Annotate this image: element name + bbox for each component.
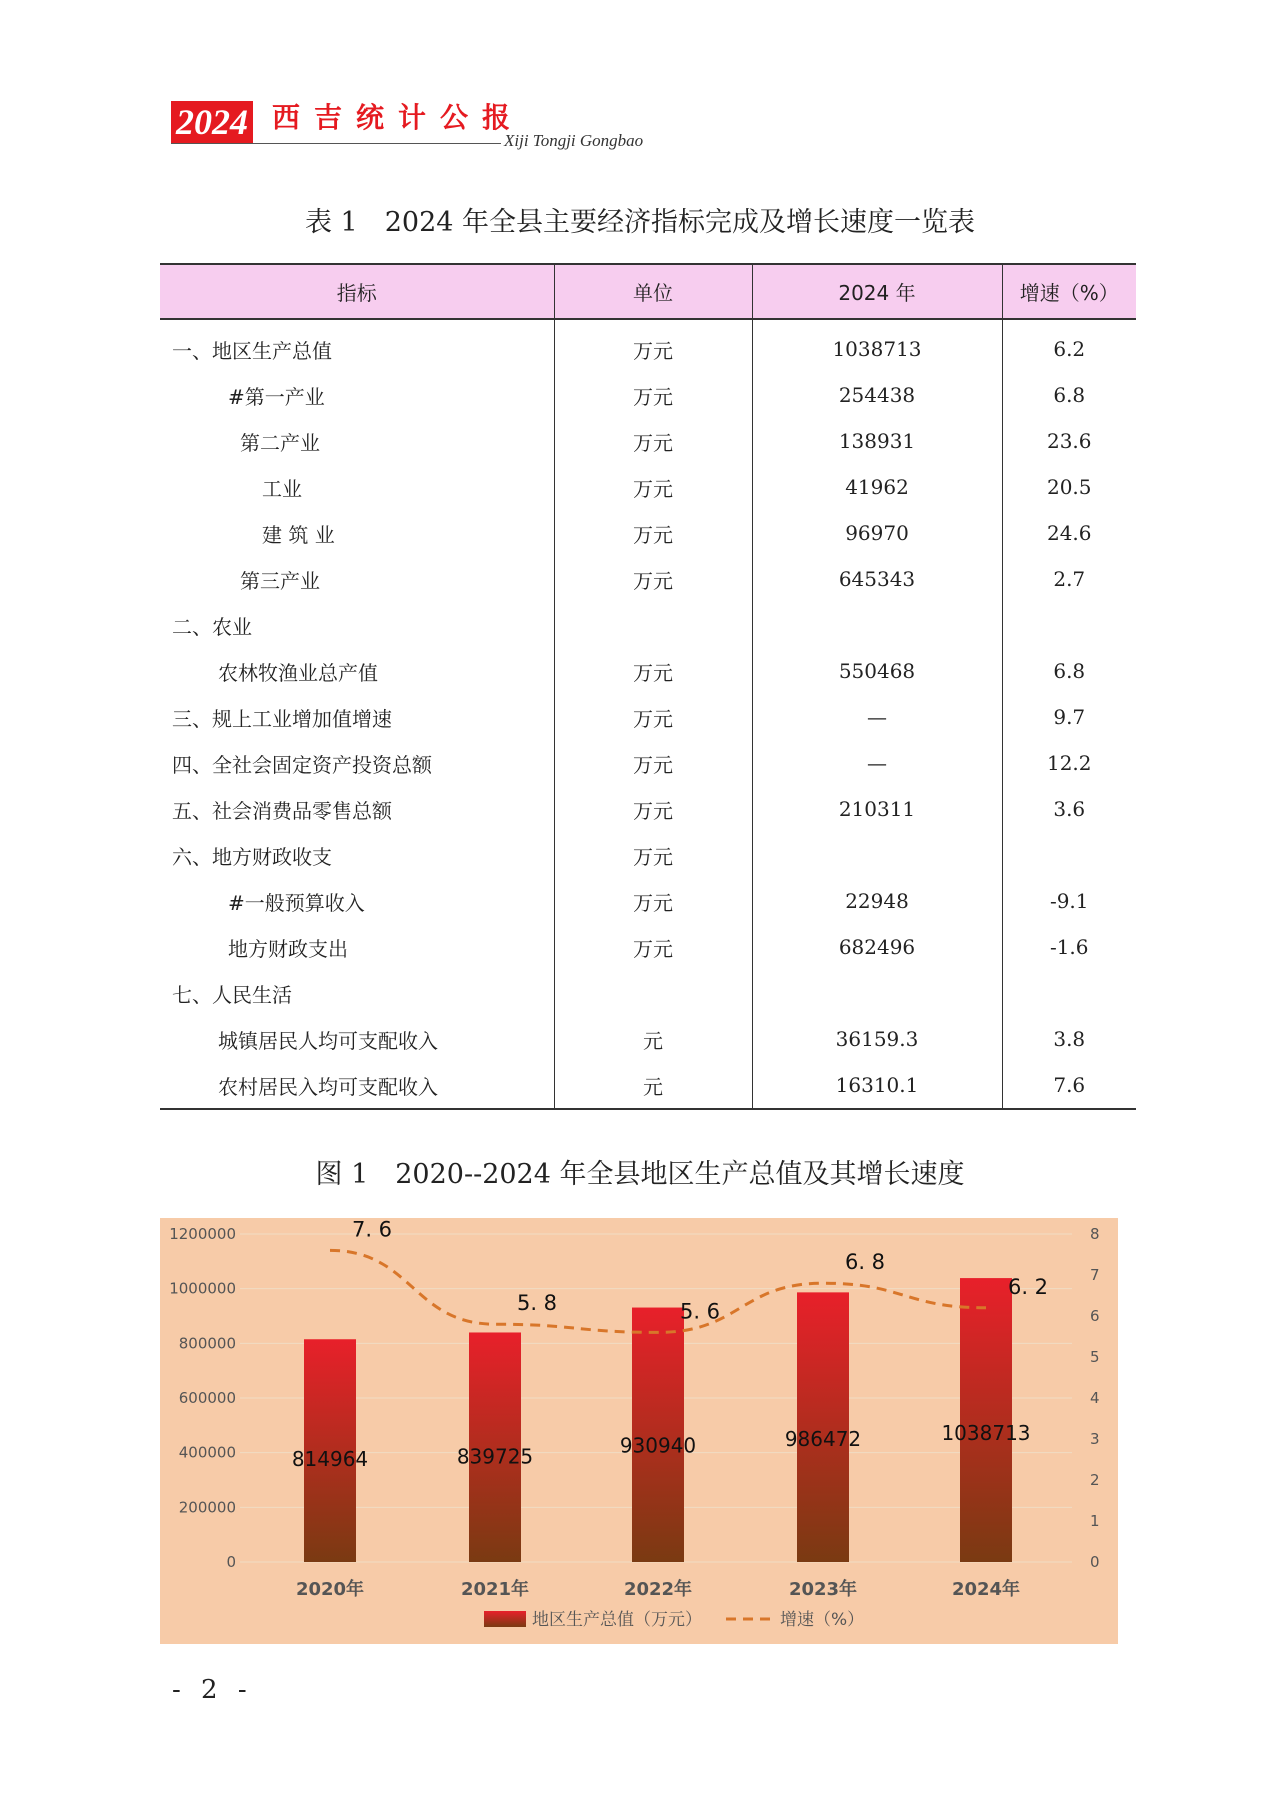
table-row xyxy=(160,832,1136,878)
column-header-unit: 单位 xyxy=(554,264,752,319)
cell-value: 16310.1 xyxy=(752,1062,1002,1109)
table-row xyxy=(160,556,1136,602)
cell-unit: 万元 xyxy=(554,878,752,924)
cell-value: — xyxy=(752,694,1002,740)
x-tick-label: 2023年 xyxy=(788,1579,858,1600)
cell-unit: 万元 xyxy=(554,786,752,832)
table-row xyxy=(160,602,1136,648)
x-tick-label: 2022年 xyxy=(623,1579,693,1600)
y-right-tick-label: 1 xyxy=(1090,1512,1100,1530)
cell-value: 36159.3 xyxy=(752,1016,1002,1062)
cell-unit: 万元 xyxy=(554,372,752,418)
bar-data-label: 986472 xyxy=(784,1427,862,1452)
cell-growth: 24.6 xyxy=(1002,510,1136,556)
cell-growth: 6.2 xyxy=(1002,319,1136,372)
column-header-growth: 增速（%） xyxy=(1002,264,1136,319)
bar-data-label: 1038713 xyxy=(941,1420,1031,1445)
cell-indicator: 第三产业 xyxy=(160,556,554,602)
cell-value xyxy=(752,970,1002,1016)
growth-data-label: 6. 8 xyxy=(844,1250,886,1275)
cell-value: 254438 xyxy=(752,372,1002,418)
cell-indicator: 第二产业 xyxy=(160,418,554,464)
growth-data-label: 7. 6 xyxy=(351,1218,393,1242)
legend-bar-label: 地区生产总值（万元） xyxy=(532,1610,702,1630)
cell-indicator: 一、地区生产总值 xyxy=(160,319,554,372)
indicators-table xyxy=(160,263,1136,1110)
page-number: - 2 - xyxy=(172,1675,253,1705)
y-left-tick-label: 800000 xyxy=(178,1334,236,1353)
cell-value: 22948 xyxy=(752,878,1002,924)
table-row xyxy=(160,648,1136,694)
header-rule xyxy=(171,143,501,144)
y-left-tick-label: 400000 xyxy=(178,1443,236,1462)
table-row xyxy=(160,786,1136,832)
cell-indicator: 四、全社会固定资产投资总额 xyxy=(160,740,554,786)
table-row xyxy=(160,1062,1136,1109)
cell-value: 682496 xyxy=(752,924,1002,970)
y-right-tick-label: 8 xyxy=(1090,1225,1100,1243)
cell-unit xyxy=(554,970,752,1016)
cell-growth: -1.6 xyxy=(1002,924,1136,970)
cell-unit: 万元 xyxy=(554,832,752,878)
cell-growth: 12.2 xyxy=(1002,740,1136,786)
y-right-tick-label: 0 xyxy=(1090,1553,1100,1571)
cell-growth xyxy=(1002,832,1136,878)
cell-indicator: #一般预算收入 xyxy=(160,878,554,924)
cell-indicator: 五、社会消费品零售总额 xyxy=(160,786,554,832)
y-left-tick-label: 600000 xyxy=(178,1389,236,1407)
y-left-tick-label: 1000000 xyxy=(169,1279,236,1298)
cell-value xyxy=(752,832,1002,878)
cell-value: 96970 xyxy=(752,510,1002,556)
cell-growth: 2.7 xyxy=(1002,556,1136,602)
cell-value: 41962 xyxy=(752,464,1002,510)
cell-growth: -9.1 xyxy=(1002,878,1136,924)
header-subtitle: Xiji Tongji Gongbao xyxy=(504,131,644,150)
table-row xyxy=(160,924,1136,970)
cell-value: — xyxy=(752,740,1002,786)
y-right-tick-label: 6 xyxy=(1090,1307,1100,1325)
legend-bar-swatch xyxy=(484,1611,526,1627)
cell-growth: 6.8 xyxy=(1002,648,1136,694)
cell-indicator: 六、地方财政收支 xyxy=(160,832,554,878)
x-tick-label: 2024年 xyxy=(951,1579,1021,1600)
table-row xyxy=(160,740,1136,786)
table-row xyxy=(160,970,1136,1016)
cell-indicator: #第一产业 xyxy=(160,372,554,418)
cell-unit xyxy=(554,602,752,648)
cell-unit: 元 xyxy=(554,1062,752,1109)
figure-title: 图 1 2020--2024 年全县地区生产总值及其增长速度 xyxy=(315,1159,965,1190)
table-row xyxy=(160,464,1136,510)
x-tick-label: 2020年 xyxy=(295,1579,365,1600)
cell-unit: 万元 xyxy=(554,418,752,464)
cell-indicator: 七、人民生活 xyxy=(160,970,554,1016)
cell-unit: 万元 xyxy=(554,510,752,556)
cell-growth: 7.6 xyxy=(1002,1062,1136,1109)
cell-unit: 万元 xyxy=(554,924,752,970)
bar-data-label: 930940 xyxy=(619,1433,697,1458)
gdp-chart xyxy=(160,1218,1118,1644)
table-header-row xyxy=(160,264,1136,319)
y-right-tick-label: 2 xyxy=(1090,1471,1100,1489)
y-right-tick-label: 3 xyxy=(1090,1430,1100,1448)
y-right-tick-label: 7 xyxy=(1090,1266,1100,1284)
table-row xyxy=(160,319,1136,372)
cell-unit: 万元 xyxy=(554,694,752,740)
cell-growth: 3.8 xyxy=(1002,1016,1136,1062)
cell-growth: 23.6 xyxy=(1002,418,1136,464)
cell-indicator: 地方财政支出 xyxy=(160,924,554,970)
table-row xyxy=(160,694,1136,740)
growth-data-label: 5. 6 xyxy=(679,1299,721,1324)
cell-unit: 万元 xyxy=(554,740,752,786)
cell-growth: 20.5 xyxy=(1002,464,1136,510)
cell-value: 645343 xyxy=(752,556,1002,602)
cell-indicator: 三、规上工业增加值增速 xyxy=(160,694,554,740)
y-left-tick-label: 0 xyxy=(226,1553,236,1571)
cell-indicator: 农林牧渔业总产值 xyxy=(160,648,554,694)
cell-value: 550468 xyxy=(752,648,1002,694)
cell-unit: 万元 xyxy=(554,319,752,372)
table-row xyxy=(160,510,1136,556)
growth-data-label: 5. 8 xyxy=(516,1291,558,1316)
y-right-tick-label: 5 xyxy=(1090,1348,1100,1366)
cell-indicator: 二、农业 xyxy=(160,602,554,648)
cell-value: 138931 xyxy=(752,418,1002,464)
growth-data-label: 6. 2 xyxy=(1007,1274,1049,1299)
table-title: 表 1 2024 年全县主要经济指标完成及增长速度一览表 xyxy=(304,207,976,238)
cell-unit: 万元 xyxy=(554,556,752,602)
x-tick-label: 2021年 xyxy=(460,1579,530,1600)
gdp-chart-svg xyxy=(160,1218,1118,1644)
cell-value xyxy=(752,602,1002,648)
table-row xyxy=(160,1016,1136,1062)
table-row xyxy=(160,878,1136,924)
table-row xyxy=(160,418,1136,464)
cell-growth xyxy=(1002,970,1136,1016)
header-title: 西吉统计公报 xyxy=(272,101,525,134)
column-header-value: 2024 年 xyxy=(752,264,1002,319)
column-header-indicator: 指标 xyxy=(160,264,554,319)
bar-data-label: 839725 xyxy=(456,1444,534,1469)
cell-growth: 6.8 xyxy=(1002,372,1136,418)
cell-unit: 万元 xyxy=(554,648,752,694)
legend-line-label: 增速（%） xyxy=(780,1610,865,1630)
cell-indicator: 建 筑 业 xyxy=(160,510,554,556)
cell-unit: 元 xyxy=(554,1016,752,1062)
cell-value: 210311 xyxy=(752,786,1002,832)
cell-value: 1038713 xyxy=(752,319,1002,372)
bar-data-label: 814964 xyxy=(291,1447,369,1472)
cell-indicator: 工业 xyxy=(160,464,554,510)
y-left-tick-label: 1200000 xyxy=(169,1225,236,1243)
cell-indicator: 农村居民入均可支配收入 xyxy=(160,1062,554,1109)
cell-growth xyxy=(1002,602,1136,648)
cell-indicator: 城镇居民人均可支配收入 xyxy=(160,1016,554,1062)
table-row xyxy=(160,372,1136,418)
cell-growth: 9.7 xyxy=(1002,694,1136,740)
cell-unit: 万元 xyxy=(554,464,752,510)
header-year-badge: 2024 xyxy=(171,101,253,144)
y-right-tick-label: 4 xyxy=(1090,1389,1100,1407)
cell-growth: 3.6 xyxy=(1002,786,1136,832)
y-left-tick-label: 200000 xyxy=(178,1498,236,1517)
